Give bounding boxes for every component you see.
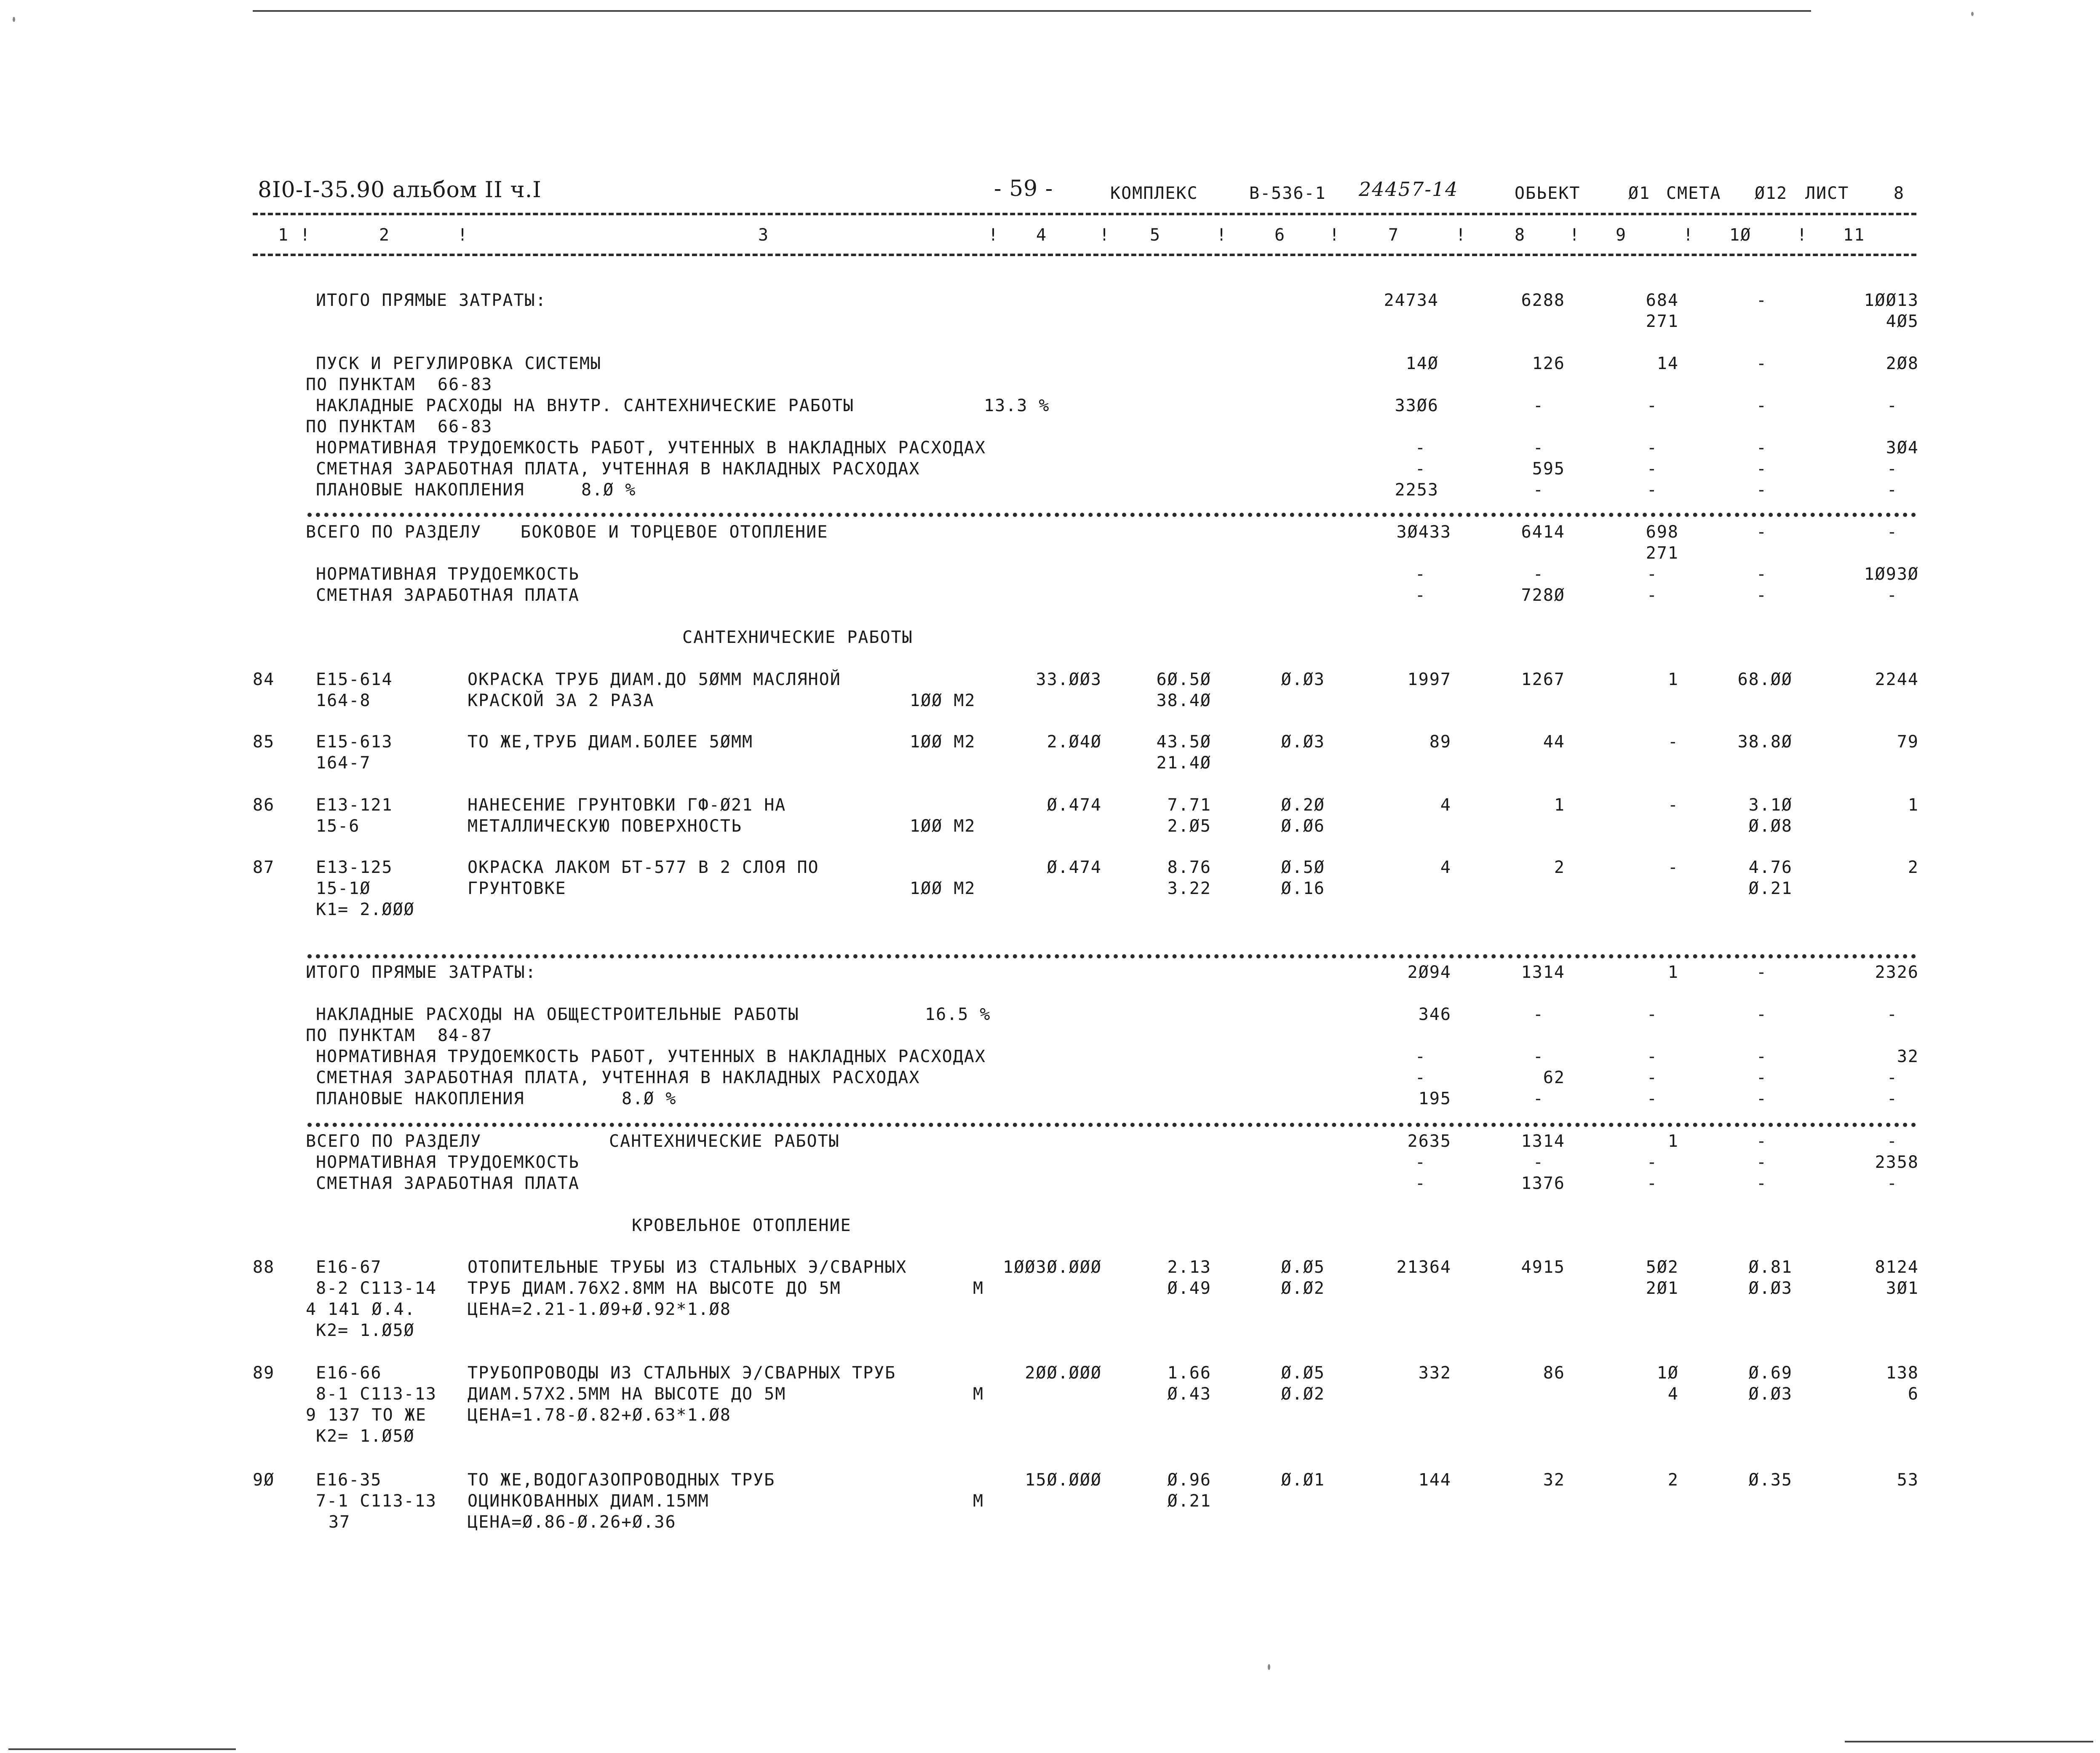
top-rule [253, 10, 1811, 12]
item-c5-a: 6Ø.5Ø [1156, 670, 1211, 689]
estimate-number: Ø12 [1755, 184, 1788, 203]
s2-wage-c8: 62 [1543, 1068, 1565, 1087]
item-c7: 21364 [1396, 1258, 1451, 1277]
item-description: НАНЕСЕНИЕ ГРУНТОВКИ ГФ-Ø21 НА [468, 795, 786, 815]
wage-c10: - [1756, 459, 1767, 479]
col-5-sep: ! [1216, 225, 1228, 245]
item-c8: 86 [1543, 1363, 1565, 1383]
item-quantity: Ø.474 [1047, 858, 1102, 877]
overhead-c9: - [1646, 396, 1658, 415]
s2-total-wage-c9: - [1646, 1174, 1658, 1193]
total-norm-label: НОРМАТИВНАЯ ТРУДОЕМКОСТЬ [316, 565, 580, 584]
s2-total-norm-c10: - [1756, 1153, 1767, 1172]
page-number: - 59 - [994, 176, 1053, 201]
item-code-3: 4 141 Ø.4. [306, 1300, 416, 1319]
s2-total-norm-c11: 2358 [1875, 1153, 1919, 1172]
estimate-label: СМЕТА [1666, 184, 1721, 203]
direct-c10: - [1756, 291, 1767, 310]
launch-c7: 14Ø [1405, 354, 1439, 373]
item-c6-b: Ø.Ø2 [1281, 1384, 1325, 1404]
item-code: Е15-614 [316, 670, 393, 689]
s2-overhead-c7: 346 [1418, 1005, 1451, 1024]
item-coefficient: К2= 1.Ø5Ø [316, 1426, 415, 1446]
item-price-formula: ЦЕНА=Ø.86-Ø.26+Ø.36 [468, 1512, 676, 1532]
item-c5-b: Ø.49 [1167, 1279, 1211, 1298]
s2-wage-c9: - [1646, 1068, 1658, 1087]
s2-plan-label: ПЛАНОВЫЕ НАКОПЛЕНИЯ [316, 1089, 525, 1108]
item-code: Е15-613 [316, 732, 393, 752]
section2-dot-rule-1 [307, 954, 1916, 958]
item-c7: 332 [1418, 1363, 1451, 1383]
item-description-2: МЕТАЛЛИЧЕСКУЮ ПОВЕРХНОСТЬ [468, 816, 743, 836]
item-c10-b: Ø.Ø3 [1748, 1279, 1793, 1298]
item-quantity: 1ØØ3Ø.ØØØ [1003, 1258, 1102, 1277]
item-description: ТРУБОПРОВОДЫ ИЗ СТАЛЬНЫХ Э/СВАРНЫХ ТРУБ [468, 1363, 896, 1383]
item-code-3: 9 137 ТО ЖЕ [306, 1405, 427, 1425]
item-c10-a: 38.8Ø [1737, 732, 1793, 752]
col-3: 3 [758, 225, 769, 245]
item-c9: 1 [1667, 670, 1679, 689]
launch-c8: 126 [1532, 354, 1565, 373]
item-code-2: 15-6 [316, 816, 360, 836]
col-9: 9 [1616, 225, 1627, 245]
item-c5-a: 8.76 [1167, 858, 1211, 877]
s2-total-c11: - [1886, 1132, 1898, 1151]
direct-c9: 684 [1646, 291, 1679, 310]
norm-c8: - [1533, 438, 1544, 458]
item-c11: 79 [1897, 732, 1919, 752]
bottom-rule-left [8, 1748, 236, 1750]
item-number: 84 [253, 670, 275, 689]
s2-total-norm-c7: - [1415, 1153, 1426, 1172]
item-c6-a: Ø.Ø5 [1281, 1258, 1325, 1277]
item-c11-b: 6 [1908, 1384, 1919, 1404]
item-c7: 4 [1440, 795, 1451, 815]
s2-plan-c11: - [1886, 1089, 1898, 1108]
wage-c7: - [1415, 459, 1426, 479]
item-code: Е16-35 [316, 1470, 382, 1490]
plan-c8: - [1533, 480, 1544, 500]
col-2-sep: ! [457, 225, 469, 245]
col-8: 8 [1515, 225, 1526, 245]
section3-title: КРОВЕЛЬНОЕ ОТОПЛЕНИЕ [632, 1216, 852, 1235]
handwritten-number: 24457-14 [1359, 178, 1459, 201]
section1-dot-rule [307, 513, 1916, 517]
item-c6-a: Ø.2Ø [1281, 795, 1325, 815]
header-rule-2 [253, 254, 1916, 256]
item-c7: 1997 [1407, 670, 1451, 689]
overhead-items: ПО ПУНКТАМ 66-83 [306, 417, 493, 436]
norm-c7: - [1415, 438, 1426, 458]
item-coefficient: К1= 2.ØØØ [316, 900, 415, 919]
item-price-formula: ЦЕНА=1.78-Ø.82+Ø.63*1.Ø8 [468, 1405, 731, 1425]
launch-c11: 2Ø8 [1886, 354, 1919, 373]
item-c5-b: 3.22 [1167, 879, 1211, 898]
col-1: 1 ! [278, 225, 311, 245]
bottom-rule-right [1845, 1741, 2093, 1742]
item-c10-a: Ø.81 [1748, 1258, 1793, 1277]
col-10: 1Ø [1729, 225, 1752, 245]
col-8-sep: ! [1569, 225, 1581, 245]
item-c5-b: 38.4Ø [1156, 691, 1211, 710]
s2-direct-c9: 1 [1667, 963, 1679, 982]
col-11: 11 [1843, 225, 1865, 245]
item-coefficient: К2= 1.Ø5Ø [316, 1321, 415, 1340]
item-c8: 2 [1554, 858, 1565, 877]
item-c6-a: Ø.5Ø [1281, 858, 1325, 877]
total-c9b: 271 [1646, 543, 1679, 563]
item-description: ОТОПИТЕЛЬНЫЕ ТРУБЫ ИЗ СТАЛЬНЫХ Э/СВАРНЫХ [468, 1258, 907, 1277]
item-unit: 1ØØ М2 [910, 691, 976, 710]
s2-direct-c8: 1314 [1521, 963, 1565, 982]
section2-dot-rule-2 [307, 1123, 1916, 1127]
total-norm-c9: - [1646, 565, 1658, 584]
total-wage-c10: - [1756, 586, 1767, 605]
item-c8: 1 [1554, 795, 1565, 815]
item-code: Е16-67 [316, 1258, 382, 1277]
direct-c8: 6288 [1521, 291, 1565, 310]
s2-norm-c8: - [1533, 1047, 1544, 1066]
plan-c9: - [1646, 480, 1658, 500]
s2-total-wage-c7: - [1415, 1174, 1426, 1193]
item-c6-b: Ø.Ø2 [1281, 1279, 1325, 1298]
s2-direct-c7: 2Ø94 [1407, 963, 1451, 982]
item-description-2: КРАСКОЙ ЗА 2 РАЗА [468, 691, 655, 710]
total-c11: - [1886, 522, 1898, 542]
total-wage-label: СМЕТНАЯ ЗАРАБОТНАЯ ПЛАТА [316, 586, 580, 605]
overhead-c7: 33Ø6 [1395, 396, 1439, 415]
overhead-c11: - [1886, 396, 1898, 415]
overhead-label: НАКЛАДНЫЕ РАСХОДЫ НА ВНУТР. САНТЕХНИЧЕСКИЕ РАБОТЫ [316, 396, 855, 415]
total-wage-c9: - [1646, 586, 1658, 605]
item-c11: 2 [1908, 858, 1919, 877]
total-wage-c11: - [1886, 586, 1898, 605]
item-number: 86 [253, 795, 275, 815]
s2-wage-c11: - [1886, 1068, 1898, 1087]
plan-pct: 8.Ø % [581, 480, 636, 500]
s2-total-norm-c9: - [1646, 1153, 1658, 1172]
total-section-name: БОКОВОЕ И ТОРЦЕВОЕ ОТОПЛЕНИЕ [521, 522, 828, 542]
s2-plan-c8: - [1533, 1089, 1544, 1108]
overhead-c8: - [1533, 396, 1544, 415]
s2-wage-c7: - [1415, 1068, 1426, 1087]
total-norm-c7: - [1415, 565, 1426, 584]
item-c6-b: Ø.Ø6 [1281, 816, 1325, 836]
item-c6-a: Ø.Ø3 [1281, 732, 1325, 752]
s2-overhead-items: ПО ПУНКТАМ 84-87 [306, 1026, 493, 1045]
item-c5-b: 21.4Ø [1156, 753, 1211, 773]
launch-c9: 14 [1656, 354, 1679, 373]
item-code-3: 37 [329, 1512, 351, 1532]
item-description: ТО ЖЕ,ВОДОГАЗОПРОВОДНЫХ ТРУБ [468, 1470, 775, 1490]
item-description-2: ТРУБ ДИАМ.76Х2.8ММ НА ВЫСОТЕ ДО 5М [468, 1279, 841, 1298]
col-7-sep: ! [1456, 225, 1467, 245]
complex-label: КОМПЛЕКС [1110, 184, 1198, 203]
s2-plan-c10: - [1756, 1089, 1767, 1108]
total-wage-c8: 728Ø [1521, 586, 1565, 605]
overhead-pct: 13.3 % [984, 396, 1050, 415]
s2-norm-c10: - [1756, 1047, 1767, 1066]
s2-plan-c7: 195 [1418, 1089, 1451, 1108]
item-c10-a: 3.1Ø [1748, 795, 1793, 815]
item-c9: - [1667, 795, 1679, 815]
s2-total-c8: 1314 [1521, 1132, 1565, 1151]
item-c10-b: Ø.Ø3 [1748, 1384, 1793, 1404]
item-c9-a: 5Ø2 [1646, 1258, 1679, 1277]
item-c11: 1 [1908, 795, 1919, 815]
scan-speck [1268, 1664, 1270, 1670]
col-7: 7 [1388, 225, 1400, 245]
total-c10: - [1756, 522, 1767, 542]
s2-norm-c7: - [1415, 1047, 1426, 1066]
s2-wage-c10: - [1756, 1068, 1767, 1087]
s2-overhead-c9: - [1646, 1005, 1658, 1024]
col-4-sep: ! [1099, 225, 1111, 245]
item-unit: 1ØØ М2 [910, 879, 976, 898]
item-unit: М [973, 1491, 984, 1511]
item-c9: - [1667, 732, 1679, 752]
s2-total-section-name: САНТЕХНИЧЕСКИЕ РАБОТЫ [609, 1132, 840, 1151]
item-code: Е13-125 [316, 858, 393, 877]
overhead-c10: - [1756, 396, 1767, 415]
col-5: 5 [1150, 225, 1161, 245]
item-quantity: 15Ø.ØØØ [1025, 1470, 1102, 1490]
item-c5-a: 43.5Ø [1156, 732, 1211, 752]
item-number: 85 [253, 732, 275, 752]
s2-direct-label: ИТОГО ПРЯМЫЕ ЗАТРАТЫ: [306, 963, 537, 982]
item-description: ОКРАСКА ЛАКОМ БТ-577 В 2 СЛОЯ ПО [468, 858, 819, 877]
item-c5-b: Ø.21 [1167, 1491, 1211, 1511]
object-label: ОБЬЕКТ [1515, 184, 1581, 203]
item-c6-a: Ø.Ø5 [1281, 1363, 1325, 1383]
launch-items: ПО ПУНКТАМ 66-83 [306, 375, 493, 394]
item-description-2: ДИАМ.57Х2.5ММ НА ВЫСОТЕ ДО 5М [468, 1384, 786, 1404]
norm-label: НОРМАТИВНАЯ ТРУДОЕМКОСТЬ РАБОТ, УЧТЕННЫХ В НАКЛАДНЫХ РАСХОДАХ [316, 438, 986, 458]
total-c7: 3Ø433 [1396, 522, 1451, 542]
s2-plan-pct: 8.Ø % [622, 1089, 677, 1108]
item-c5-a: 2.13 [1167, 1258, 1211, 1277]
direct-costs-label: ИТОГО ПРЯМЫЕ ЗАТРАТЫ: [316, 291, 547, 310]
plan-c10: - [1756, 480, 1767, 500]
item-c10-a: Ø.35 [1748, 1470, 1793, 1490]
s2-norm-c9: - [1646, 1047, 1658, 1066]
item-code-2: 164-7 [316, 753, 371, 773]
wage-c8: 595 [1532, 459, 1565, 479]
launch-c10: - [1756, 354, 1767, 373]
item-c6-a: Ø.Ø1 [1281, 1470, 1325, 1490]
s2-total-c7: 2635 [1407, 1132, 1451, 1151]
s2-overhead-label: НАКЛАДНЫЕ РАСХОДЫ НА ОБЩЕСТРОИТЕЛЬНЫЕ РАБОТЫ [316, 1005, 799, 1024]
item-quantity: 33.ØØ3 [1036, 670, 1102, 689]
total-norm-c8: - [1533, 565, 1544, 584]
item-c5-a: 7.71 [1167, 795, 1211, 815]
scan-speck [13, 17, 15, 22]
complex-code: В-536-1 [1249, 184, 1326, 203]
col-4: 4 [1036, 225, 1047, 245]
col-9-sep: ! [1683, 225, 1694, 245]
sheet-number: 8 [1894, 184, 1905, 203]
item-c10-a: 4.76 [1748, 858, 1793, 877]
section2-title: САНТЕХНИЧЕСКИЕ РАБОТЫ [682, 628, 913, 647]
s2-total-c10: - [1756, 1132, 1767, 1151]
s2-total-wage-label: СМЕТНАЯ ЗАРАБОТНАЯ ПЛАТА [316, 1174, 580, 1193]
direct-c11: 1ØØ13 [1864, 291, 1919, 310]
norm-c10: - [1756, 438, 1767, 458]
item-quantity: Ø.474 [1047, 795, 1102, 815]
item-c11-a: 53 [1897, 1470, 1919, 1490]
item-c9-a: 2 [1667, 1470, 1679, 1490]
item-c5-a: 1.66 [1167, 1363, 1211, 1383]
item-unit: 1ØØ М2 [910, 816, 976, 836]
s2-total-wage-c10: - [1756, 1174, 1767, 1193]
item-c8: 1267 [1521, 670, 1565, 689]
item-c7: 89 [1429, 732, 1451, 752]
col-2: 2 [379, 225, 390, 245]
wage-c11: - [1886, 459, 1898, 479]
s2-overhead-c8: - [1533, 1005, 1544, 1024]
s2-total-label: ВСЕГО ПО РАЗДЕЛУ [306, 1132, 482, 1151]
item-c11-a: 138 [1886, 1363, 1919, 1383]
s2-total-norm-c8: - [1533, 1153, 1544, 1172]
wage-label: СМЕТНАЯ ЗАРАБОТНАЯ ПЛАТА, УЧТЕННАЯ В НАКЛАДНЫХ РАСХОДАХ [316, 459, 920, 479]
item-c11: 2244 [1875, 670, 1919, 689]
col-6-sep: ! [1329, 225, 1341, 245]
direct-c11b: 4Ø5 [1886, 312, 1919, 331]
item-quantity: 2ØØ.ØØØ [1025, 1363, 1102, 1383]
total-c9: 698 [1646, 522, 1679, 542]
s2-overhead-pct: 16.5 % [925, 1005, 991, 1024]
direct-c9b: 271 [1646, 312, 1679, 331]
s2-overhead-c11: - [1886, 1005, 1898, 1024]
item-number: 9Ø [253, 1470, 275, 1490]
s2-total-norm-label: НОРМАТИВНАЯ ТРУДОЕМКОСТЬ [316, 1153, 580, 1172]
plan-c7: 2253 [1395, 480, 1439, 500]
col-6: 6 [1274, 225, 1286, 245]
doc-reference: 8I0-I-35.90 альбом II ч.I [258, 177, 542, 203]
item-c9-a: 1Ø [1656, 1363, 1679, 1383]
plan-label: ПЛАНОВЫЕ НАКОПЛЕНИЯ [316, 480, 525, 500]
item-c10-a: 68.ØØ [1737, 670, 1793, 689]
item-code-2: 8-1 С113-13 [316, 1384, 437, 1404]
item-c8: 32 [1543, 1470, 1565, 1490]
total-label: ВСЕГО ПО РАЗДЕЛУ [306, 522, 482, 542]
s2-wage-label: СМЕТНАЯ ЗАРАБОТНАЯ ПЛАТА, УЧТЕННАЯ В НАКЛАДНЫХ РАСХОДАХ [316, 1068, 920, 1087]
item-description-2: ОЦИНКОВАННЫХ ДИАМ.15ММ [468, 1491, 709, 1511]
col-10-sep: ! [1797, 225, 1808, 245]
wage-c9: - [1646, 459, 1658, 479]
s2-norm-c11: 32 [1897, 1047, 1919, 1066]
header-rule-1 [253, 213, 1916, 215]
total-wage-c7: - [1415, 586, 1426, 605]
item-code: Е16-66 [316, 1363, 382, 1383]
item-c9-b: 4 [1667, 1384, 1679, 1404]
item-c11-b: 3Ø1 [1886, 1279, 1919, 1298]
total-norm-c11: 1Ø93Ø [1864, 565, 1919, 584]
item-c11-a: 8124 [1875, 1258, 1919, 1277]
item-c5-b: 2.Ø5 [1167, 816, 1211, 836]
col-3-sep: ! [988, 225, 999, 245]
item-unit: М [973, 1279, 984, 1298]
item-code-2: 164-8 [316, 691, 371, 710]
item-c8: 44 [1543, 732, 1565, 752]
item-code-2: 8-2 С113-14 [316, 1279, 437, 1298]
item-description-2: ГРУНТОВКЕ [468, 879, 566, 898]
s2-direct-c10: - [1756, 963, 1767, 982]
item-description: ТО ЖЕ,ТРУБ ДИАМ.БОЛЕЕ 5ØММ [468, 732, 753, 752]
item-c9: - [1667, 858, 1679, 877]
item-code: Е13-121 [316, 795, 393, 815]
item-number: 87 [253, 858, 275, 877]
s2-total-wage-c8: 1376 [1521, 1174, 1565, 1193]
item-code-2: 15-1Ø [316, 879, 371, 898]
object-number: Ø1 [1628, 184, 1651, 203]
sheet-label: ЛИСТ [1805, 184, 1849, 203]
item-price-formula: ЦЕНА=2.21-1.Ø9+Ø.92*1.Ø8 [468, 1300, 731, 1319]
item-unit: М [973, 1384, 984, 1404]
direct-c7: 24734 [1384, 291, 1439, 310]
s2-total-c9: 1 [1667, 1132, 1679, 1151]
plan-c11: - [1886, 480, 1898, 500]
item-c7: 144 [1418, 1470, 1451, 1490]
s2-plan-c9: - [1646, 1089, 1658, 1108]
item-c10-b: Ø.Ø8 [1748, 816, 1793, 836]
item-unit: 1ØØ М2 [910, 732, 976, 752]
item-quantity: 2.Ø4Ø [1047, 732, 1102, 752]
norm-c11: 3Ø4 [1886, 438, 1919, 458]
launch-label: ПУСК И РЕГУЛИРОВКА СИСТЕМЫ [316, 354, 602, 373]
s2-direct-c11: 2326 [1875, 963, 1919, 982]
item-c8: 4915 [1521, 1258, 1565, 1277]
item-number: 88 [253, 1258, 275, 1277]
item-code-2: 7-1 С113-13 [316, 1491, 437, 1511]
s2-total-wage-c11: - [1886, 1174, 1898, 1193]
item-c7: 4 [1440, 858, 1451, 877]
total-c8: 6414 [1521, 522, 1565, 542]
item-number: 89 [253, 1363, 275, 1383]
s2-overhead-c10: - [1756, 1005, 1767, 1024]
item-c5-b: Ø.43 [1167, 1384, 1211, 1404]
item-c5-a: Ø.96 [1167, 1470, 1211, 1490]
item-c10-a: Ø.69 [1748, 1363, 1793, 1383]
norm-c9: - [1646, 438, 1658, 458]
item-c6-a: Ø.Ø3 [1281, 670, 1325, 689]
item-c6-b: Ø.16 [1281, 879, 1325, 898]
item-c9-b: 2Ø1 [1646, 1279, 1679, 1298]
scan-speck [1971, 12, 1974, 16]
item-description: ОКРАСКА ТРУБ ДИАМ.ДО 5ØММ МАСЛЯНОЙ [468, 670, 841, 689]
item-c10-b: Ø.21 [1748, 879, 1793, 898]
total-norm-c10: - [1756, 565, 1767, 584]
s2-norm-label: НОРМАТИВНАЯ ТРУДОЕМКОСТЬ РАБОТ, УЧТЕННЫХ В НАКЛАДНЫХ РАСХОДАХ [316, 1047, 986, 1066]
